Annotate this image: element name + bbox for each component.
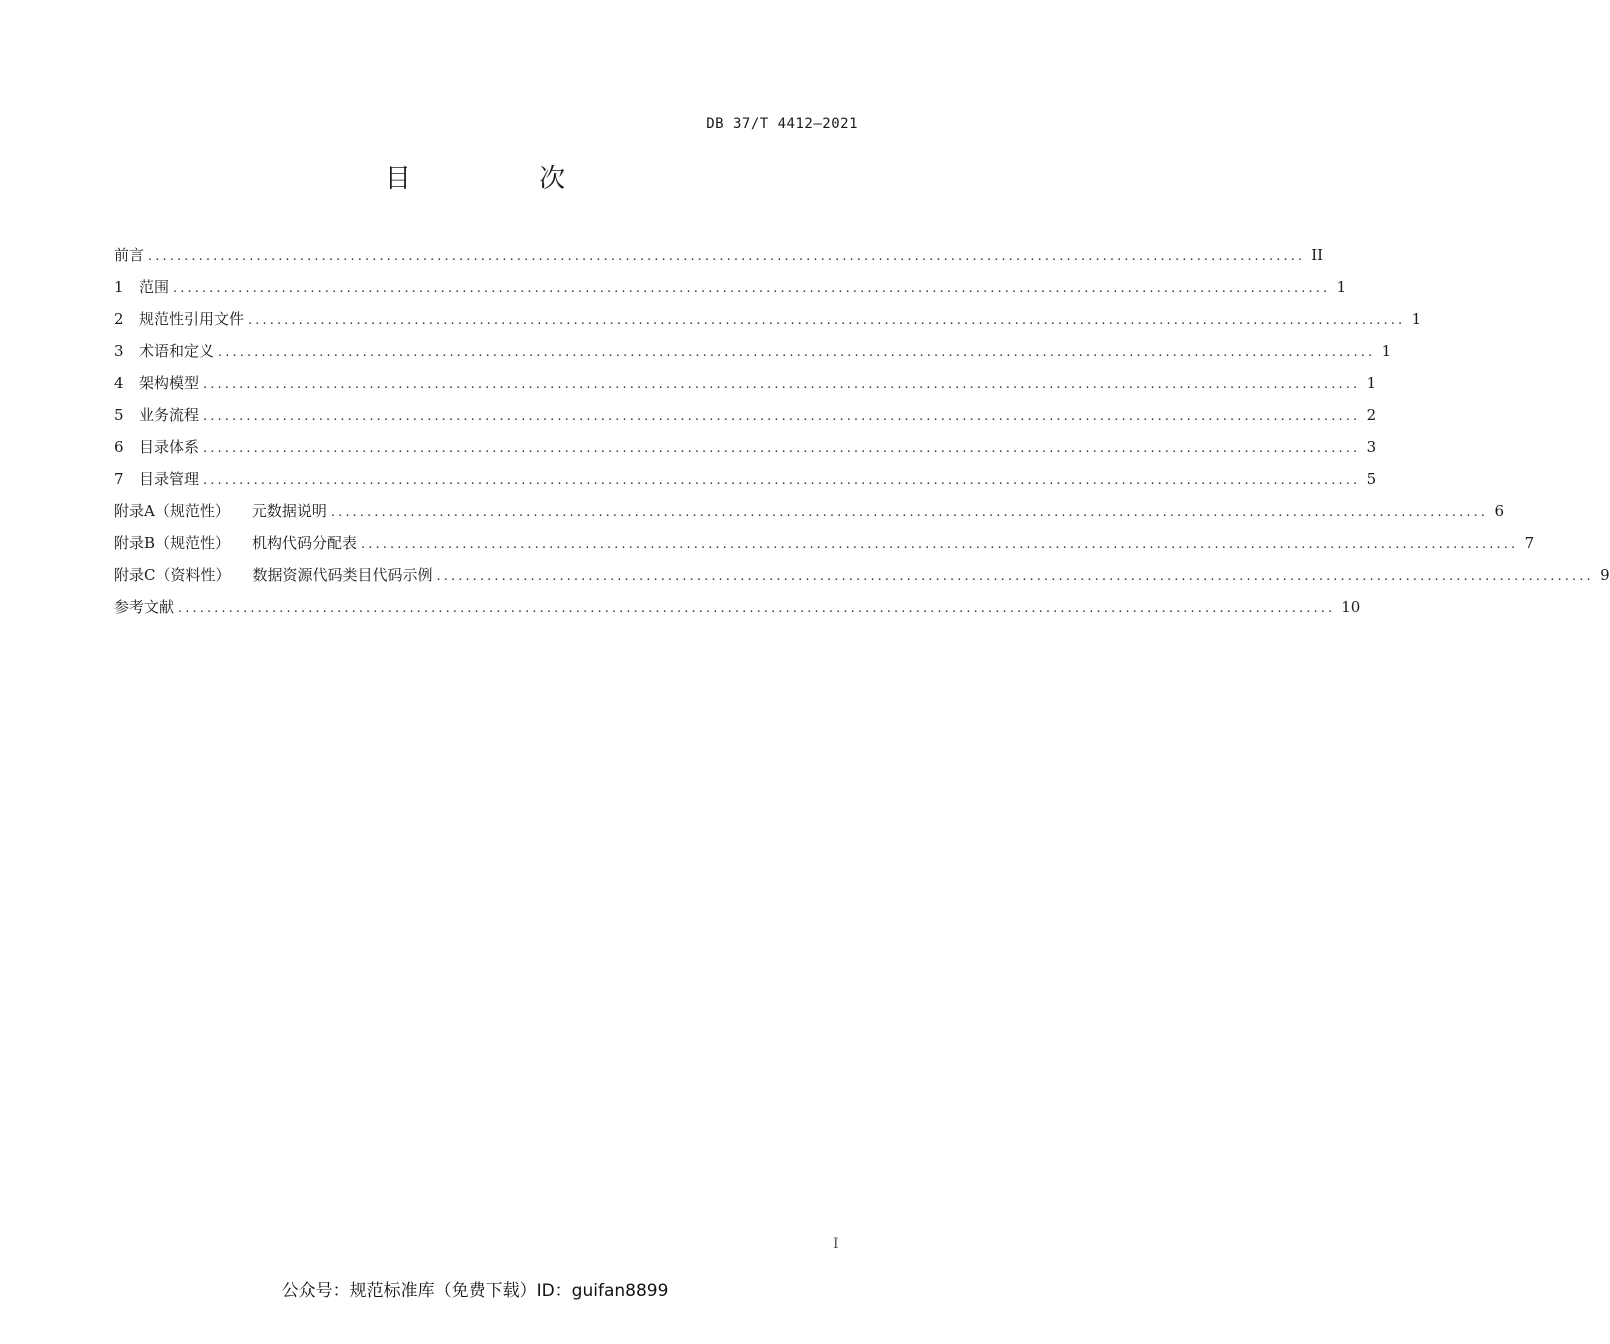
toc-entry[interactable] — [114, 468, 1377, 500]
document-code: DB 37/T 4412—2021 — [706, 116, 858, 132]
toc-entry-leader-dots: ................................................................................................................................................................ — [203, 377, 1361, 392]
toc-entry[interactable] — [114, 404, 1377, 436]
toc-entry-title: 业务流程 — [139, 406, 200, 424]
toc-entry[interactable] — [114, 244, 1324, 276]
toc-entry-number: 4 — [114, 374, 124, 392]
toc-entry-label — [114, 596, 174, 617]
toc-entry-label — [114, 404, 199, 425]
toc-entry-title: 参考文献 — [114, 598, 175, 616]
toc-entry[interactable] — [114, 308, 1422, 340]
toc-entry-label — [114, 372, 199, 393]
toc-entry-number: 2 — [114, 310, 124, 328]
toc-entry-page: 9 — [1600, 566, 1610, 584]
toc-entry-leader-dots: ................................................................................................................................................................ — [218, 345, 1376, 360]
toc-entry-label — [114, 276, 169, 297]
toc-entry-page: 1 — [1366, 374, 1377, 392]
toc-entry[interactable] — [114, 596, 1361, 628]
toc-entry-leader-dots: ................................................................................................................................................................ — [178, 601, 1336, 616]
toc-entry-title: 附录A（规范性） — [114, 502, 230, 520]
toc-entry-title: 规范性引用文件 — [139, 310, 245, 328]
toc-entry-title: 术语和定义 — [139, 342, 215, 360]
toc-entry-title: 附录C（资料性） — [114, 566, 231, 584]
toc-entry[interactable] — [114, 276, 1347, 308]
toc-title: 目 次 — [384, 164, 626, 194]
toc-list — [114, 244, 1610, 628]
toc-entry-page: 6 — [1494, 502, 1505, 520]
toc-entry[interactable] — [114, 436, 1377, 468]
toc-entry-number: 6 — [114, 438, 124, 456]
toc-entry-leader-dots: ................................................................................................................................................................ — [148, 249, 1306, 264]
toc-entry-page: 3 — [1366, 438, 1377, 456]
toc-entry-label — [114, 532, 357, 553]
toc-entry-page: 1 — [1336, 278, 1347, 296]
toc-entry-leader-dots: ................................................................................................................................................................ — [203, 441, 1361, 456]
toc-entry[interactable] — [114, 372, 1377, 404]
toc-entry-leader-dots: ................................................................................................................................................................ — [361, 537, 1519, 552]
toc-entry-title: 架构模型 — [139, 374, 200, 392]
toc-entry-label — [114, 564, 433, 585]
toc-entry-title: 目录管理 — [139, 470, 200, 488]
toc-entry-title: 附录B（规范性） — [114, 534, 231, 552]
toc-entry-page: II — [1311, 246, 1324, 264]
toc-entry-number: 1 — [114, 278, 124, 296]
toc-entry-number: 3 — [114, 342, 124, 360]
toc-entry-subtitle: 元数据说明 — [251, 502, 327, 520]
watermark-text: 公众号：规范标准库（免费下载）ID：guifan8899 — [281, 1281, 669, 1301]
toc-entry[interactable] — [114, 500, 1505, 532]
page-number: I — [833, 1236, 839, 1252]
toc-entry-page: 2 — [1366, 406, 1377, 424]
toc-entry-leader-dots: ................................................................................................................................................................ — [173, 281, 1331, 296]
toc-entry-page: 10 — [1341, 598, 1361, 616]
toc-entry-title: 范围 — [139, 278, 170, 296]
toc-entry[interactable] — [114, 340, 1392, 372]
toc-entry-number: 7 — [114, 470, 124, 488]
toc-entry-label — [114, 244, 144, 265]
toc-entry-page: 1 — [1381, 342, 1392, 360]
toc-entry-label — [114, 340, 214, 361]
toc-entry-leader-dots: ................................................................................................................................................................ — [330, 505, 1489, 520]
toc-entry-title: 目录体系 — [139, 438, 200, 456]
toc-entry-label — [114, 308, 244, 329]
toc-entry-label — [114, 436, 199, 457]
toc-entry-leader-dots: ................................................................................................................................................................ — [436, 569, 1594, 584]
toc-entry[interactable] — [114, 564, 1610, 596]
toc-entry-leader-dots: ................................................................................................................................................................ — [248, 313, 1406, 328]
toc-entry-leader-dots: ................................................................................................................................................................ — [203, 473, 1361, 488]
toc-entry-subtitle: 机构代码分配表 — [252, 534, 358, 552]
toc-entry-label — [114, 500, 327, 521]
toc-entry[interactable] — [114, 532, 1535, 564]
toc-entry-page: 1 — [1411, 310, 1422, 328]
toc-entry-leader-dots: ................................................................................................................................................................ — [203, 409, 1361, 424]
toc-entry-number: 5 — [114, 406, 124, 424]
toc-entry-page: 5 — [1366, 470, 1377, 488]
toc-entry-label — [114, 468, 199, 489]
toc-entry-title: 前言 — [114, 246, 145, 264]
toc-entry-subtitle: 数据资源代码类目代码示例 — [252, 566, 433, 584]
toc-entry-page: 7 — [1524, 534, 1535, 552]
